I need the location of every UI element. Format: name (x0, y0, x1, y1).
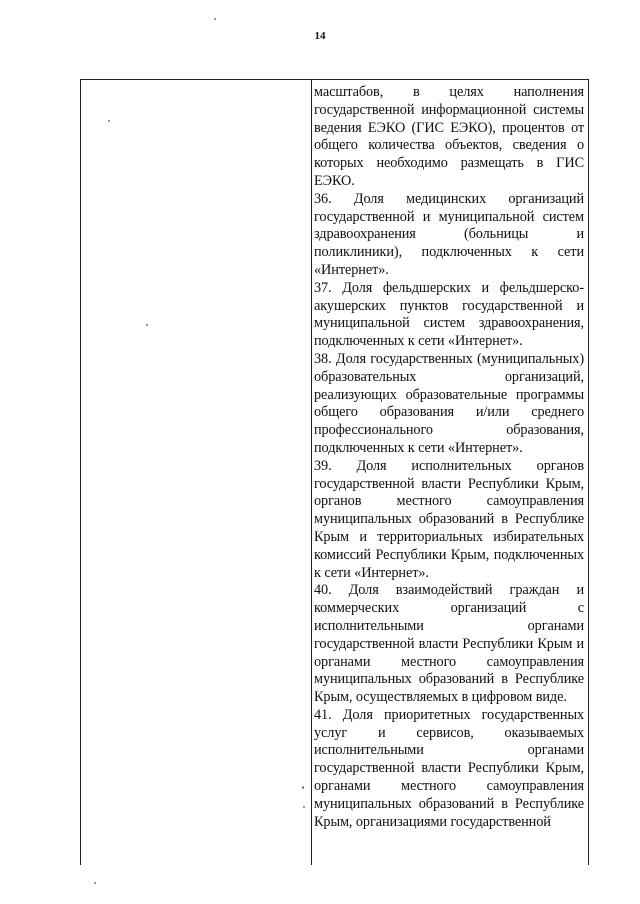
table-right-cell (314, 84, 584, 831)
scan-speck (214, 18, 216, 20)
indicator-38: 38. Доля государственных (муниципальных) образовательных организаций, реализующих образовательные программы общего образования и/или среднего профессионального образования, подключенных к сети «Интернет». (314, 350, 584, 456)
indicator-36: 36. Доля медицинских организаций государственной и муниципальной систем здравоохранения (больницы и поликлиники), подключенных к сети «Интернет». (314, 190, 584, 278)
page-number: 14 (314, 30, 326, 42)
continuation-paragraph: масштабов, в целях наполнения государственной информационной системы ведения ЕЭКО (ГИС ЕЭКО), процентов от общего количества объектов, сведения о которых необходимо размещать в ГИС ЕЭКО. (314, 84, 584, 189)
indicator-40: 40. Доля взаимодействий граждан и коммерческих организаций с исполнительными органами государственной власти Республики Крым и органами местного самоуправления муниципальных образований в Республике Крым, осуществляемых в цифровом виде. (314, 582, 584, 706)
scan-speck (303, 806, 305, 808)
indicator-37: 37. Доля фельдшерских и фельдшерско-акушерских пунктов государственной и муниципальной систем здравоохранения, подключенных к сети «Интернет». (314, 279, 584, 350)
scan-speck (146, 324, 148, 326)
indicator-39: 39. Доля исполнительных органов государственной власти Республики Крым, органов местного самоуправления муниципальных образований в Республике Крым и территориальных избирательных комиссий Республики Крым, подключенных к сети «Интернет». (314, 457, 584, 581)
scan-speck (302, 786, 304, 789)
scan-speck (94, 882, 96, 884)
indicator-41: 41. Доля приоритетных государственных услуг и сервисов, оказываемых исполнительными органами государственной власти Республики Крым, органами местного самоуправления муниципальных образований в Республике Крым, организациями государственной (314, 706, 584, 830)
column-divider (311, 80, 312, 865)
indicator-table (80, 79, 589, 865)
scan-speck (108, 120, 110, 122)
